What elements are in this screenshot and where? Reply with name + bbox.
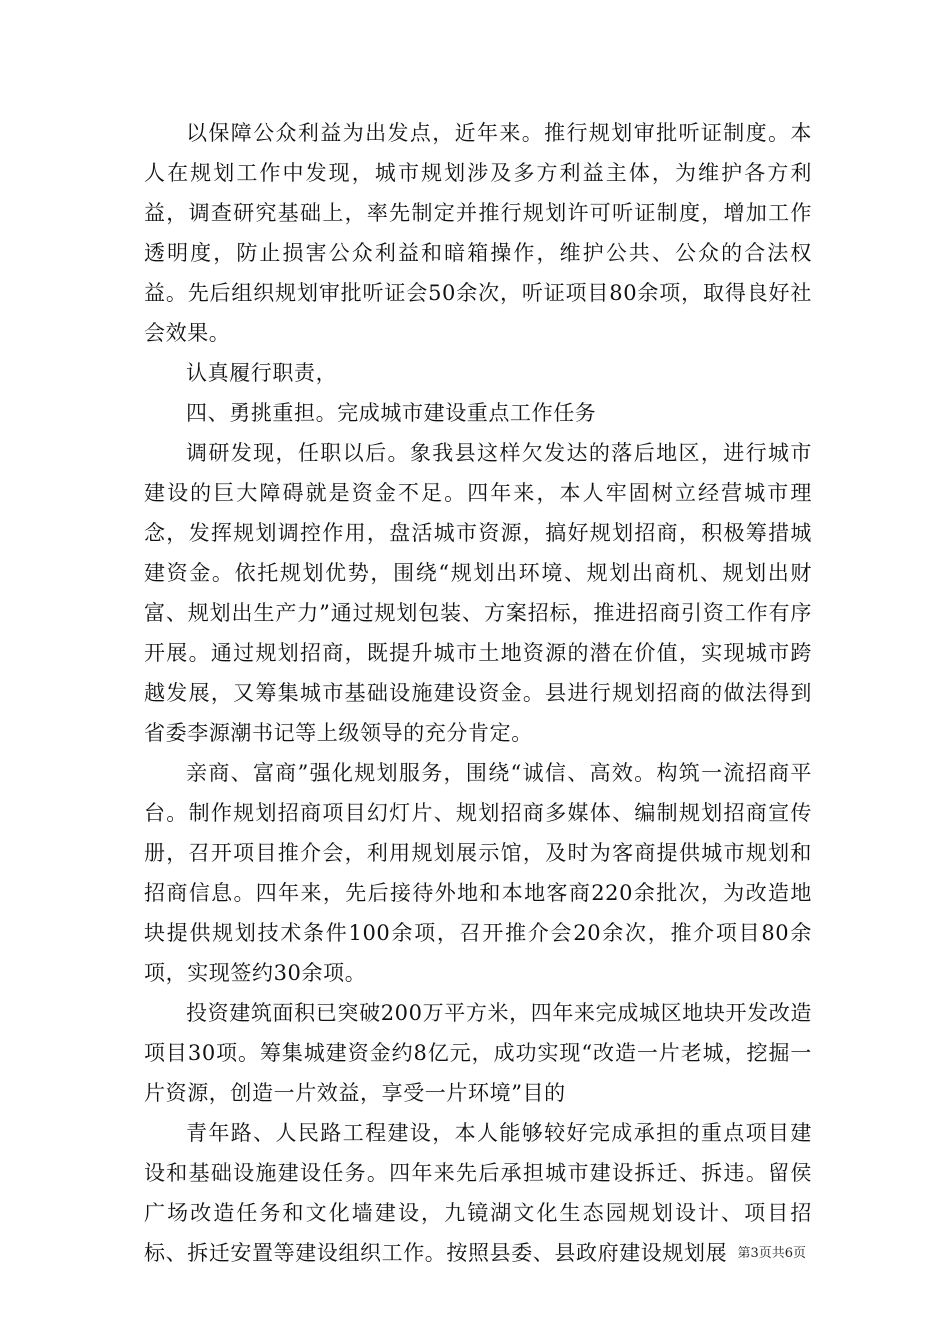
paragraph-2: 认真履行职责， <box>186 361 338 385</box>
paragraph-3: 调研发现，任职以后。象我县这样欠发达的落后地区，进行城市建设的巨大障碍就是资金不足。四年来，本人牢固树立经营城市理念，发挥规划调控作用，盘活城市资源，搞好规划招商，积极筹措城建资金。依托规划优势，围绕“规划出环境、规划出商机、规划出财富、规划出生产力”通过规划包装、方案招标，推进招商引资工作有序开展。通过规划招商，既提升城市土地资源的潜在价值，实现城市跨越发展，又筹集城市基础设施建设资金。县进行规划招商的做法得到省委李源潮书记等上级领导的充分肯定。 <box>144 441 812 745</box>
paragraph-1: 以保障公众利益为出发点，近年来。推行规划审批听证制度。本人在规划工作中发现，城市规划涉及多方利益主体，为维护各方利益，调查研究基础上，率先制定并推行规划许可听证制度，增加工作透明度，防止损害公众利益和暗箱操作，维护公共、公众的合法权益。先后组织规划审批听证会50余次，听证项目80余项，取得良好社会效果。 <box>144 121 812 345</box>
section-heading: 四、勇挑重担。完成城市建设重点工作任务 <box>186 401 597 425</box>
page-number: 第3页共6页 <box>737 1246 806 1261</box>
paragraph-4: 亲商、富商”强化规划服务，围绕“诚信、高效。构筑一流招商平台。制作规划招商项目幻灯片、规划招商多媒体、编制规划招商宣传册，召开项目推介会，利用规划展示馆，及时为客商提供城市规划和招商信息。四年来，先后接待外地和本地客商220余批次，为改造地块提供规划技术条件100余项，召开推介会20余次，推介项目80余项，实现签约30余项。 <box>144 761 812 985</box>
paragraph-6: 青年路、人民路工程建设，本人能够较好完成承担的重点项目建设和基础设施建设任务。四年来先后承担城市建设拆迁、拆违。留侯广场改造任务和文化墙建设，九镜湖文化生态园规划设计、项目招标、拆迁安置等建设组织工作。按照县委、县政府建设规划展 <box>144 1121 812 1265</box>
paragraph-5: 投资建筑面积已突破200万平方米，四年来完成城区地块开发改造项目30项。筹集城建资金约8亿元，成功实现“改造一片老城，挖掘一片资源，创造一片效益，享受一片环境”目的 <box>144 1001 812 1105</box>
document-body <box>144 113 812 1273</box>
